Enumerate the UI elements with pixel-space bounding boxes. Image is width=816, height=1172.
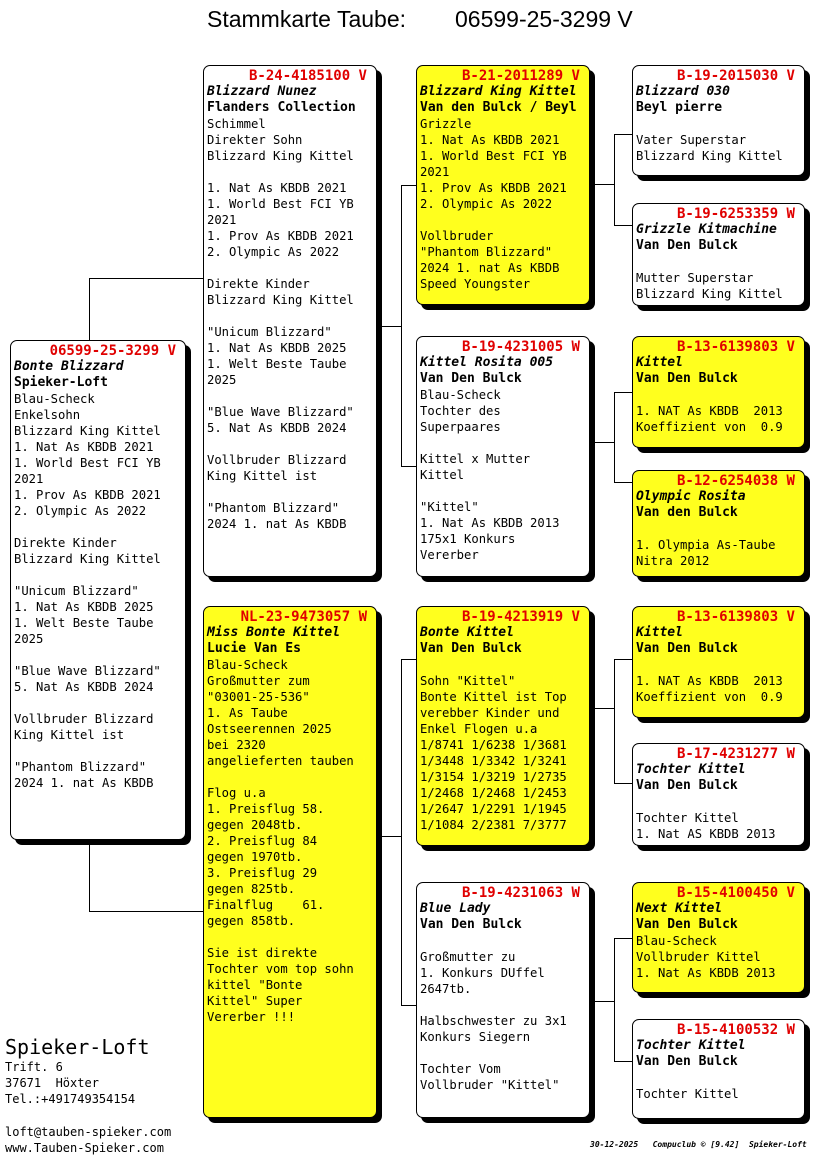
pigeon-name: Kittel Rosita 005 bbox=[420, 355, 554, 370]
ring-number: B-15-4100450 V bbox=[676, 885, 795, 901]
breeder-name: Van Den Bulck bbox=[420, 371, 522, 386]
pigeon-name: Grizzle Kitmachine bbox=[636, 222, 777, 237]
pedigree-card-subject bbox=[10, 340, 186, 840]
connector-line bbox=[614, 134, 632, 135]
pigeon-info: Sohn "Kittel" Bonte Kittel ist Top verebber Kinder und Enkel Flogen u.a 1/8741 1/6238 1/3681 1/3448 1/3342 1/3241 1/3154 1/3219 1/2735 1/2468 1/2468 1/2453 1/2647 1/2291 1/1945 1/1084 2/2381 7/3777 bbox=[420, 674, 567, 832]
pedigree-card-father bbox=[203, 65, 377, 577]
breeder-name: Van Den Bulck bbox=[636, 778, 738, 793]
connector-line bbox=[401, 185, 417, 186]
pigeon-name: Blizzard King Kittel bbox=[420, 84, 577, 99]
connector-line bbox=[614, 134, 615, 226]
connector-line bbox=[614, 659, 615, 784]
pigeon-info: Schimmel Direkter Sohn Blizzard King Kittel 1. Nat As KBDB 2021 1. World Best FCI YB 2021 1. Prov As KBDB 2021 2. Olympic As 2022 Direkte Kinder Blizzard King Kittel "Unicum Blizzard" 1. Nat As KBDB 2025 1. Welt Beste Taube 2025 "Blue Wave Blizzard" 5. Nat As KBDB 2024 Vollbruder Blizzard King Kittel ist "Phantom Blizzard" 2024 1. nat As KBDB bbox=[207, 117, 354, 531]
pedigree-card-mf bbox=[416, 606, 590, 846]
ring-number: B-17-4231277 W bbox=[676, 746, 795, 762]
connector-line bbox=[89, 278, 204, 279]
connector-line bbox=[89, 840, 90, 912]
pigeon-name: Bonte Blizzard bbox=[14, 359, 124, 374]
connector-line bbox=[401, 659, 417, 660]
pigeon-name: Tochter Kittel bbox=[636, 762, 746, 777]
connector-line bbox=[614, 225, 632, 226]
ring-number: B-12-6254038 W bbox=[676, 473, 795, 489]
pigeon-info: Blau-Scheck Tochter des Superpaares Kittel x Mutter Kittel "Kittel" 1. Nat As KBDB 2013 175x1 Konkurs Vererber bbox=[420, 388, 560, 562]
pedigree-card-mff bbox=[632, 606, 805, 718]
pigeon-info: 1. NAT As KBDB 2013 Koeffizient von 0.9 bbox=[636, 404, 783, 434]
connector-line bbox=[614, 659, 632, 660]
breeder-name: Flanders Collection bbox=[207, 100, 356, 115]
connector-line bbox=[614, 938, 632, 939]
connector-line bbox=[89, 911, 204, 912]
ring-number: B-13-6139803 V bbox=[676, 609, 795, 625]
connector-line bbox=[589, 708, 615, 709]
breeder-name: Spieker-Loft bbox=[14, 375, 108, 390]
pigeon-name: Miss Bonte Kittel bbox=[207, 625, 341, 640]
pigeon-name: Olympic Rosita bbox=[636, 489, 746, 504]
pigeon-info: Vater Superstar Blizzard King Kittel bbox=[636, 133, 783, 163]
connector-line bbox=[401, 185, 402, 467]
pigeon-name: Blue Lady bbox=[420, 901, 491, 916]
breeder-name: Van Den Bulck bbox=[420, 641, 522, 656]
pedigree-card-ff bbox=[416, 65, 590, 305]
breeder-name: Van den Bulck / Beyl bbox=[420, 100, 577, 115]
connector-line bbox=[589, 1001, 615, 1002]
page-title bbox=[0, 4, 816, 32]
ring-number: B-21-2011289 V bbox=[461, 68, 580, 84]
pigeon-name: Tochter Kittel bbox=[636, 1038, 746, 1053]
ring-number: NL-23-9473057 W bbox=[240, 609, 367, 625]
pedigree-card-fmm bbox=[632, 470, 805, 577]
connector-line bbox=[376, 326, 402, 327]
ring-number: B-19-4231005 W bbox=[461, 339, 580, 355]
pedigree-card-mm bbox=[416, 882, 590, 1118]
breeder-name: Van Den Bulck bbox=[636, 917, 738, 932]
pigeon-info: Tochter Kittel bbox=[636, 1087, 739, 1101]
pigeon-info: 1. Olympia As-Taube Nitra 2012 bbox=[636, 538, 776, 568]
footer-text: 30-12-2025 Compuclub © [9.42] Spieker-Loft bbox=[590, 1140, 807, 1149]
connector-line bbox=[401, 659, 402, 1006]
connector-line bbox=[589, 184, 615, 185]
ring-number: B-19-4231063 W bbox=[461, 885, 580, 901]
breeder-name: Van Den Bulck bbox=[636, 1054, 738, 1069]
pedigree-card-fm bbox=[416, 336, 590, 577]
pigeon-info: Großmutter zu 1. Konkurs DUffel 2647tb. Halbschwester zu 3x1 Konkurs Siegern Tochter Vom Vollbruder "Kittel" bbox=[420, 950, 567, 1092]
pigeon-info: Mutter Superstar Blizzard King Kittel bbox=[636, 271, 783, 301]
loft-address: Trift. 6 37671 Höxter Tel.:+491749354154 bbox=[5, 1060, 136, 1106]
ring-number: B-19-4213919 V bbox=[461, 609, 580, 625]
breeder-name: Van Den Bulck bbox=[636, 371, 738, 386]
breeder-name: Beyl pierre bbox=[636, 100, 723, 115]
connector-line bbox=[614, 783, 632, 784]
title-ring-number: 06599-25-3299 V bbox=[455, 6, 633, 32]
connector-line bbox=[89, 278, 90, 340]
pedigree-card-mfm bbox=[632, 743, 805, 846]
pigeon-name: Next Kittel bbox=[636, 901, 723, 916]
pedigree-card-ffm bbox=[632, 203, 805, 306]
pigeon-info: Tochter Kittel 1. Nat AS KBDB 2013 bbox=[636, 811, 776, 841]
ring-number: B-13-6139803 V bbox=[676, 339, 795, 355]
pigeon-info: Blau-Scheck Vollbruder Kittel 1. Nat As KBDB 2013 bbox=[636, 934, 776, 980]
connector-line bbox=[614, 938, 615, 1062]
pedigree-card-mother bbox=[203, 606, 377, 1118]
ring-number: B-24-4185100 V bbox=[248, 68, 367, 84]
ring-number: 06599-25-3299 V bbox=[49, 343, 176, 359]
ring-number: B-19-2015030 V bbox=[676, 68, 795, 84]
pedigree-card-mmf bbox=[632, 882, 805, 993]
breeder-name: Lucie Van Es bbox=[207, 641, 301, 656]
breeder-name: Van Den Bulck bbox=[636, 238, 738, 253]
pedigree-card-fmf bbox=[632, 336, 805, 448]
pedigree-card-mmm bbox=[632, 1019, 805, 1119]
pigeon-info: Grizzle 1. Nat As KBDB 2021 1. World Best FCI YB 2021 1. Prov As KBDB 2021 2. Olympic As 2022 Vollbruder "Phantom Blizzard" 2024 1. nat As KBDB Speed Youngster bbox=[420, 117, 567, 291]
pigeon-name: Bonte Kittel bbox=[420, 625, 514, 640]
breeder-name: Van Den Bulck bbox=[420, 917, 522, 932]
connector-line bbox=[401, 1005, 417, 1006]
pigeon-name: Blizzard 030 bbox=[636, 84, 730, 99]
connector-line bbox=[614, 392, 632, 393]
connector-line bbox=[589, 442, 615, 443]
pigeon-name: Kittel bbox=[636, 355, 683, 370]
pedigree-card-fff bbox=[632, 65, 805, 176]
connector-line bbox=[614, 1061, 632, 1062]
loft-contact: loft@tauben-spieker.com www.Tauben-Spieker.com bbox=[5, 1125, 172, 1155]
pigeon-info: 1. NAT As KBDB 2013 Koeffizient von 0.9 bbox=[636, 674, 783, 704]
title-label: Stammkarte Taube: bbox=[207, 6, 407, 32]
connector-line bbox=[401, 466, 417, 467]
connector-line bbox=[376, 836, 402, 837]
breeder-name: Van Den Bulck bbox=[636, 641, 738, 656]
connector-line bbox=[614, 482, 632, 483]
ring-number: B-15-4100532 W bbox=[676, 1022, 795, 1038]
pigeon-info: Blau-Scheck Enkelsohn Blizzard King Kittel 1. Nat As KBDB 2021 1. World Best FCI YB 2021 1. Prov As KBDB 2021 2. Olympic As 2022 Direkte Kinder Blizzard King Kittel "Unicum Blizzard" 1. Nat As KBDB 2025 1. Welt Beste Taube 2025 "Blue Wave Blizzard" 5. Nat As KBDB 2024 Vollbruder Blizzard King Kittel ist "Phantom Blizzard" 2024 1. nat As KBDB bbox=[14, 392, 161, 790]
pigeon-info: Blau-Scheck Großmutter zum "03001-25-536" 1. As Taube Ostseerennen 2025 bei 2320 angelieferten tauben Flog u.a 1. Preisflug 58. gegen 2048tb. 2. Preisflug 84 gegen 1970tb. 3. Preisflug 29 gegen 825tb. Finalflug 61. gegen 858tb. Sie ist direkte Tochter vom top sohn kittel "Bonte Kittel" Super Vererber !!! bbox=[207, 658, 354, 1024]
pigeon-name: Kittel bbox=[636, 625, 683, 640]
connector-line bbox=[614, 392, 615, 483]
breeder-name: Van den Bulck bbox=[636, 505, 738, 520]
pigeon-name: Blizzard Nunez bbox=[207, 84, 317, 99]
ring-number: B-19-6253359 W bbox=[676, 206, 795, 222]
loft-name: Spieker-Loft bbox=[5, 1035, 150, 1059]
